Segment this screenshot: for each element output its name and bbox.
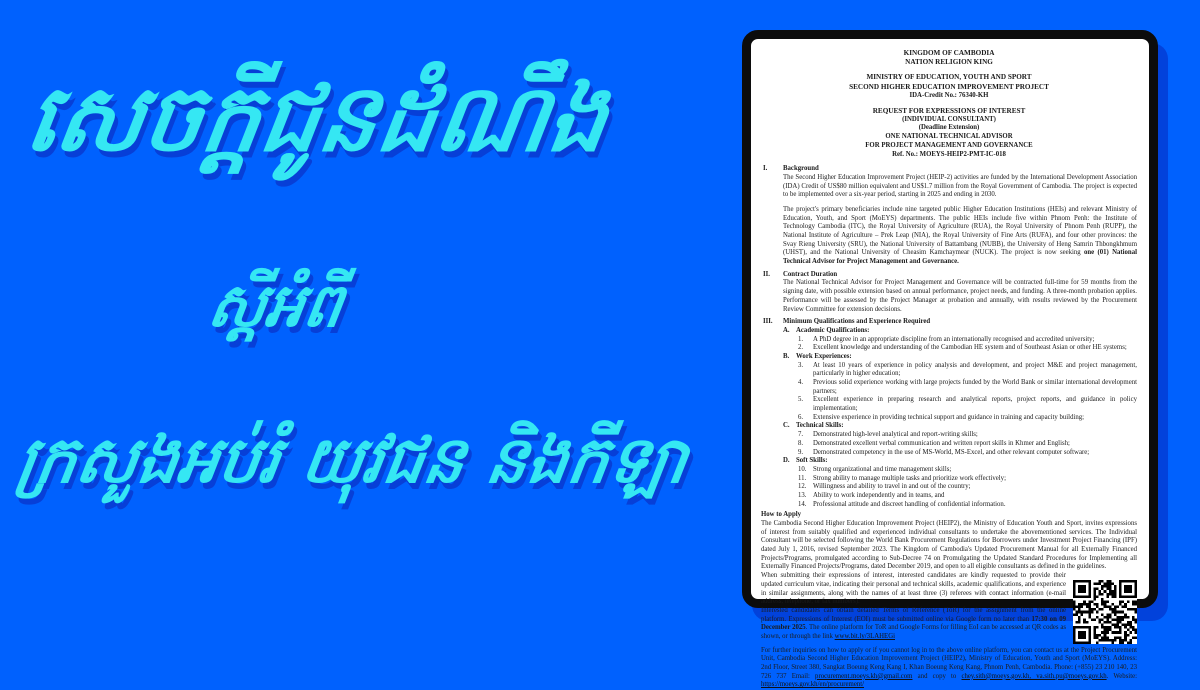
consultant-type: (INDIVIDUAL CONSULTANT) [902, 115, 996, 123]
ministry-name: MINISTRY OF EDUCATION, YOUTH AND SPORT [866, 73, 1032, 82]
qualification-item: 1. A PhD degree in an appropriate discipline from an internationally recognised and accredited university; [798, 335, 1095, 343]
qualification-item: 4. Previous solid experience working with large projects funded by the World Bank or similar international development partners; [798, 379, 1137, 395]
request-block [761, 107, 1137, 160]
procurement-email-link[interactable]: procurement.moeys.kh@gmail.com [815, 672, 913, 680]
contact-paragraph: For further inquiries on how to apply or if you cannot log in to the above online platform, you can contact us at the Project Procurement Unit, Cambodia Second Higher Education Improvement Project (HEIP2), Ministry of Education, Youth and Sport (MoEYS). Address: 2nd Floor, Street 380, Sangkat Boeung Keng Kang I, Khan Boeung Keng Kang, Phnom Penh, Cambodia. Phone: (+855) 23 210 140, 23 726 737 Email: procurement.moeys.kh@gmail.com and copy to chey.sith@moeys.gov.kh, va.sith.pu@moeys.gov.kh. Website: https://moeys.gov.kh/en/procurement/ [761, 646, 1137, 689]
qualification-group-soft: D. Soft Skills: 10. Strong organizational and time management skills; 11. Strong ability to manage multiple tasks and prioritize work effectively; 12. Willingness and ability to travel in and out of the country; 13. Ability to work independently and in teams, and 14. Professional attitude and discreet handling of confidential information. [783, 457, 1137, 509]
qualification-group-academic: A. Academic Qualifications: 1. A PhD degree in an appropriate discipline from an internationally recognised and accredited university; 2. Excellent knowledge and understanding of the Cambodian HE system and of Southeast Asian or other HE systems; [783, 327, 1137, 353]
ministry-website-link[interactable]: https://moeys.gov.kh/en/procurement/ [761, 681, 865, 689]
qualification-item: 12. Willingness and ability to travel in and out of the country; [798, 483, 971, 491]
qualification-item: 3. At least 10 years of experience in policy analysis and development, and project M&E and project management, particularly in higher education; [798, 361, 1137, 378]
motto-line: NATION RELIGION KING [905, 58, 993, 67]
cc-email-links[interactable]: chey.sith@moeys.gov.kh, va.sith.pu@moeys.gov.kh [961, 672, 1107, 680]
eoi-platform-link[interactable]: www.bit.ly/3LAHEGi [834, 632, 895, 640]
qualification-item: 5. Excellent experience in preparing research and analytical reports, project reports, and guidance in policy implementation; [798, 396, 1137, 413]
qualification-item: 10. Strong organizational and time management skills; [798, 465, 952, 473]
poster-subtitle-khmer: ស្តីអំពី [203, 271, 348, 341]
qualification-group-work: B. Work Experiences: 3. At least 10 years of experience in policy analysis and development, and project M&E and project management, particularly in higher education; 4. Previous solid experience working with large projects funded by the World Bank or similar international development partners; 5. Excellent experience in preparing research and analytical reports, project reports, and guidance in policy implementation; 6. Extensive experience in providing technical support and guidance in training and capacity building; [783, 352, 1137, 421]
section-how-to-apply [761, 511, 1137, 690]
section-numeral: II. [763, 270, 770, 278]
poster-title-khmer: សេចក្តីជូនដំណឹង [19, 65, 615, 172]
how-to-apply-paragraph-3: Interested candidates can obtain detailed Terms of Reference (ToR) for the assignment from the online platform. Expressions of Interest (EOI) must be submitted online via Google form no later than 17:30 on 09 December 2025. The online platform for ToR and Google Forms for filling EoI can be accessed at QR codes as shown, or through the link www.bit.ly/3LAHEGi [761, 606, 1066, 640]
how-to-apply-paragraph-2: When submitting their expressions of interest, interested candidates are kindly requested to provide their updated curriculum vitae, indicating their personal and technical skills, academic qualifications, and experience in similar assignments, along with the names of at least three (3) referees with contact information (e-mail address, telephone, or fax numbers). [761, 572, 1066, 606]
deadline-extension-note: (Deadline Extension) [918, 124, 980, 132]
ministry-block [761, 73, 1137, 100]
section-background [761, 165, 1137, 269]
position-sought-bold: one (01) National Technical Advisor for Project Management and Governance. [783, 249, 1138, 266]
qualification-item: 2. Excellent knowledge and understanding of the Cambodian HE system and of Southeast Asian or other HE systems; [798, 344, 1127, 352]
qualification-item: 6. Extensive experience in providing technical support and guidance in training and capacity building; [798, 413, 1085, 421]
section-qualifications [761, 318, 1137, 509]
position-title-line2: FOR PROJECT MANAGEMENT AND GOVERNANCE [865, 141, 1033, 149]
how-to-apply-title: How to Apply [761, 511, 802, 519]
position-title-line1: ONE NATIONAL TECHNICAL ADVISOR [885, 133, 1013, 141]
background-paragraph-2: The project's primary beneficiaries include nine targeted public Higher Education Institutions (HEIs) and relevant Ministry of Education, Youth, and Sport (MoEYS) departments. The public HEIs include five within Phnom Penh: the Institute of Technology Cambodia (ITC), the Royal University of Agriculture (RUA), the Royal University of Phnom Penh (RUPP), the National Institute of Agriculture – Prek Leap (NIA), the Royal University of Fine Arts (RUFA), and four other provinces: the Svay Rieng University (SRU), the National University of Battambang (NUBB), the University of Heng Samrin Thbongkhmum (UHST), and the National University of Cheasim Kamchaymear (NUCK). The project is now seeking one (01) National Technical Advisor for Project Management and Governance. [783, 205, 1138, 266]
qr-code [1073, 580, 1137, 644]
document-header [761, 49, 1137, 67]
section-title: Background [783, 165, 819, 173]
submission-deadline: 17:30 on 09 December 2025 [761, 615, 1066, 632]
qualification-item: 14. Professional attitude and discreet handling of confidential information. [798, 500, 1006, 508]
section-numeral: III. [763, 318, 773, 326]
qualification-item: 11. Strong ability to manage multiple tasks and prioritize work effectively; [798, 474, 1006, 482]
project-name: SECOND HIGHER EDUCATION IMPROVEMENT PROJECT [849, 82, 1049, 91]
qualification-item: 7. Demonstrated high-level analytical and report-writing skills; [798, 431, 978, 439]
how-to-apply-paragraph-1: The Cambodia Second Higher Education Improvement Project (HEIP2), the Ministry of Education Youth and Sport, invites expressions of interest from suitably qualified and experienced individual consultants to undertake the abovementioned services. The Individual Consultant will be selected following the World Bank Procurement Regulations for Borrowers under Investment Project Financing (IPF) dated July 1, 2016, revised September 2023. The Kingdom of Cambodia's Updated Procurement Manual for all Externally Financed Projects/Programs, promulgated according to Sub-Decree 74 on Promulgating the Updated Standard Procedures for Implementing all Externally Financed Projects/Programs, dated December 2019, and open to all eligible consultants as defined in the guidelines. [761, 520, 1137, 571]
reference-number: Ref. No.: MOEYS-HEIP2-PMT-IC-018 [892, 150, 1006, 158]
qualification-item: 8. Demonstrated excellent verbal communication and written report skills in Khmer and English; [798, 439, 1070, 447]
section-contract-duration [761, 271, 1137, 316]
qualification-group-technical: C. Technical Skills: 7. Demonstrated high-level analytical and report-writing skills; 8. Demonstrated excellent verbal communication and written report skills in Khmer and English; 9. Demonstrated competency in the use of MS-World, MS-Excel, and other relevant computer software; [783, 422, 1137, 457]
how-to-apply-qr-wrap [761, 572, 1137, 642]
section-title: Minimum Qualifications and Experience Required [783, 318, 931, 326]
poster-ministry-khmer: ក្រសួងអប់រំ យុវជន និងកីឡា [11, 424, 692, 498]
section-numeral: I. [763, 165, 768, 173]
ida-credit-number: IDA-Credit No.: 76340-KH [909, 91, 989, 99]
background-paragraph-1: The Second Higher Education Improvement Project (HEIP-2) activities are funded by the International Development Association (IDA) Credit of US$80 million equivalent and US$1.7 million from the Royal Government of Cambodia. The project is expected to be implemented over a six-year period, starting in 2025 and ending in 2030. [783, 173, 1137, 199]
section-title: Contract Duration [783, 270, 838, 278]
announcement-document [742, 30, 1158, 689]
contract-paragraph: The National Technical Advisor for Project Management and Governance will be contracted full-time for 59 months from the signing date, with possible extension based on annual performance, project needs, and funding. A three-month probation applies. Performance will be assessed by the Project Manager at probation and annually, with results reviewed by the Procurement Review Committee for extension decisions. [783, 279, 1137, 313]
kingdom-line: KINGDOM OF CAMBODIA [903, 49, 995, 57]
qualification-item: 9. Demonstrated competency in the use of MS-World, MS-Excel, and other relevant computer software; [798, 448, 1090, 456]
qualification-item: 13. Ability to work independently and in teams, and [798, 491, 945, 499]
request-title: REQUEST FOR EXPRESSIONS OF INTEREST [872, 106, 1026, 115]
